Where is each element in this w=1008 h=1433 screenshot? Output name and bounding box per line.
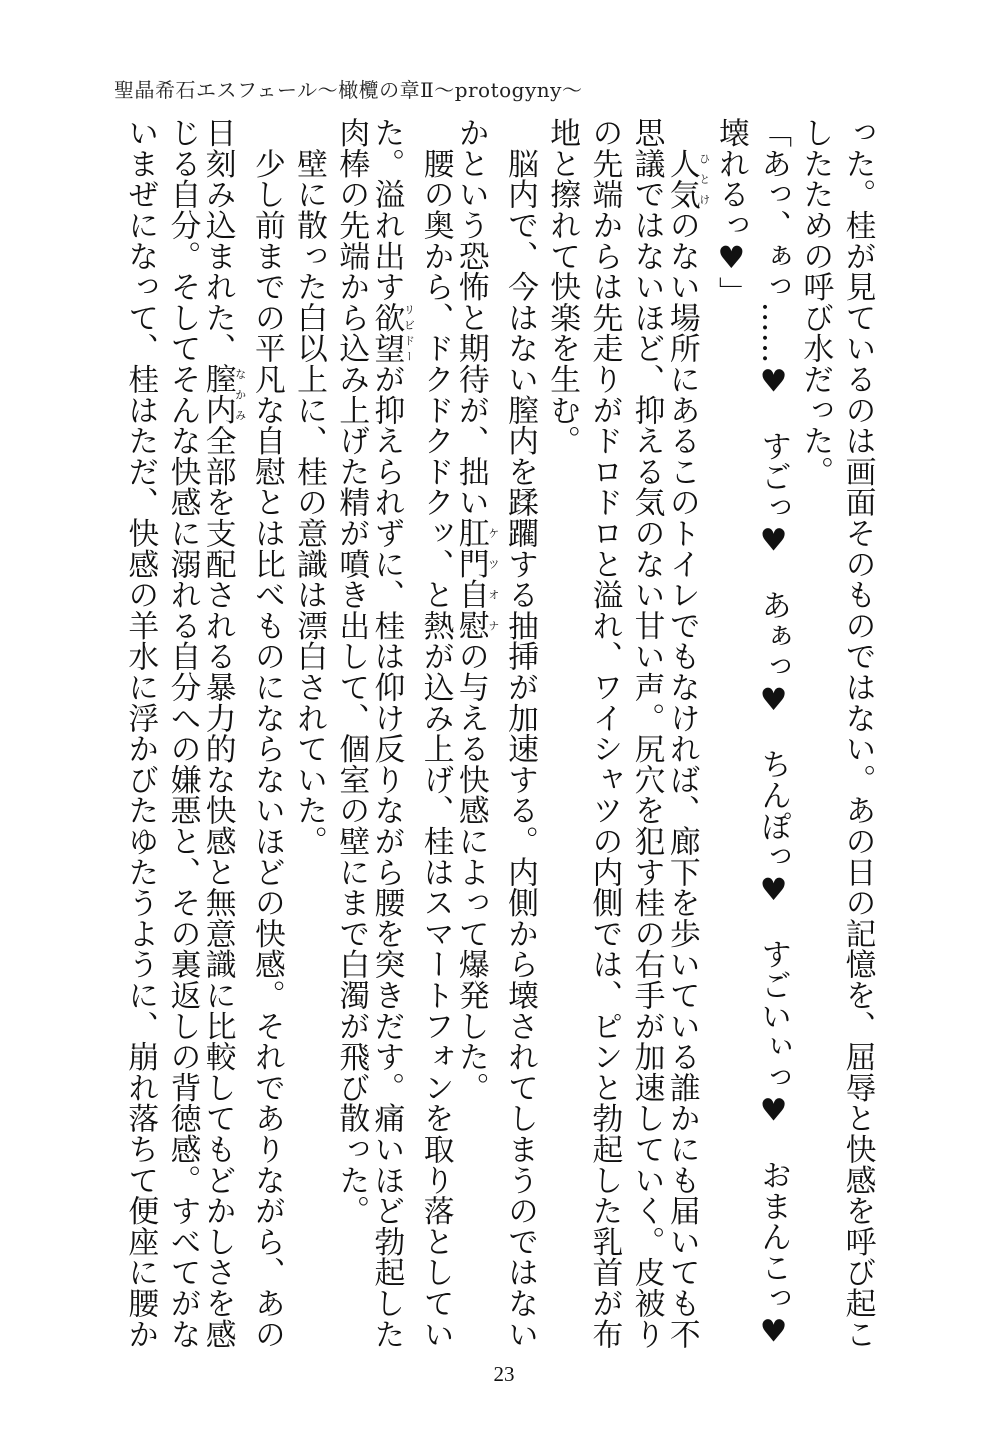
ruby-reading: ひとけ [697,147,711,210]
text-column [246,117,288,1357]
text-run: 脳内で、今はない膣内を蹂躙する抽挿が加速する。内側から壊されてしまうのではない [502,117,539,1349]
ruby-reading: リビドー [402,301,416,364]
ruby-base: 肛門自慰 [453,517,490,641]
text-run [664,117,700,148]
text-run: 肉棒の先端から込み上げた精が噴き出して、個室の壁にまで白濁が飛び散った。 [333,117,370,1226]
text-run: 全部を支配される暴力的な快感と無意識に比較してもどかしさを感 [200,425,237,1350]
text-column [415,117,457,1357]
text-run: の先端からは先走りがドロドロと溢れ、ワイシャツの内側では、ピンと勃起した乳首が布 [586,117,623,1349]
text-run: 地と擦れて快楽を生む。 [544,117,581,456]
ruby-base: 欲望 [368,301,405,364]
ruby-word [200,363,247,426]
text-column [453,117,500,1357]
text-run: 壁に散った白以上に、桂の意識は漂白されていた。 [291,117,328,857]
text-run: したための呼び水だった。 [797,117,834,487]
text-column [499,117,541,1357]
text-run: いまぜになって、桂はただ、快感の羊水に浮かびたゆたうように、崩れ落ちて便座に腰か [122,117,159,1349]
ruby-reading: なかみ [233,363,247,426]
ruby-word [453,517,500,641]
text-column [626,117,668,1357]
text-column [162,117,204,1357]
text-run: た。溢れ出す [368,117,405,302]
text-column [331,117,373,1357]
text-run: った。桂が見ているのは画面そのものではない。あの日の記憶を、屈辱と快感を呼び起こ [840,117,876,1349]
page-number: 23 [493,1362,515,1386]
text-column [288,117,330,1357]
ruby-base: 人気 [664,147,701,210]
text-column [200,117,247,1357]
text-column [710,117,752,1357]
text-column [584,117,626,1357]
text-column [542,117,584,1357]
text-column [795,117,837,1357]
ruby-base: 膣内 [200,363,237,426]
text-column [664,117,711,1357]
text-run: 思議ではないほど、抑える気のない甘い声。尻穴を犯す桂の右手が加速していく。皮被り [629,117,666,1349]
text-column [368,117,416,1357]
ruby-reading: ケツオナ [486,517,500,641]
running-head-title: 聖晶希石エスフェール～橄欖の章Ⅱ～protogyny～ [114,78,583,102]
text-run: 腰の奥から、ドクドクドクッ、と熱が込み上げ、桂はスマートフォンを取り落としてい [418,117,455,1349]
text-run: 「あっ、ぁっ……♥ すごっ♥ あぁっ♥ ちんぽっ♥ すごいぃっ♥ おまんこっ♥ [755,117,792,1350]
text-run: じる自分。そしてそんな快感に溺れる自分への嫌悪と、その裏返しの背徳感。すべてがな [165,117,201,1349]
text-run: 壊れるっ♥」 [713,117,750,307]
text-column [120,117,162,1357]
ruby-word [368,301,416,364]
text-run: のない場所にあるこのトイレでもなければ、廊下を歩いている誰かにも届いても不 [664,209,701,1350]
text-column [837,117,879,1357]
text-run: 日刻み込まれた、 [200,117,237,364]
text-run: が抑えられずに、桂は仰け反りながら腰を突きだす。痛いほど勃起した [368,363,405,1350]
text-column [752,117,794,1357]
text-run: かという恐怖と期待が、拙い [453,117,490,518]
text-run: 少し前までの平凡な自慰とは比べものにならないほどの快感。それでありながら、あの [249,117,286,1349]
vertical-body-text [116,117,879,1357]
text-run: の与える快感によって爆発した。 [453,640,490,1103]
ruby-word [664,147,711,210]
